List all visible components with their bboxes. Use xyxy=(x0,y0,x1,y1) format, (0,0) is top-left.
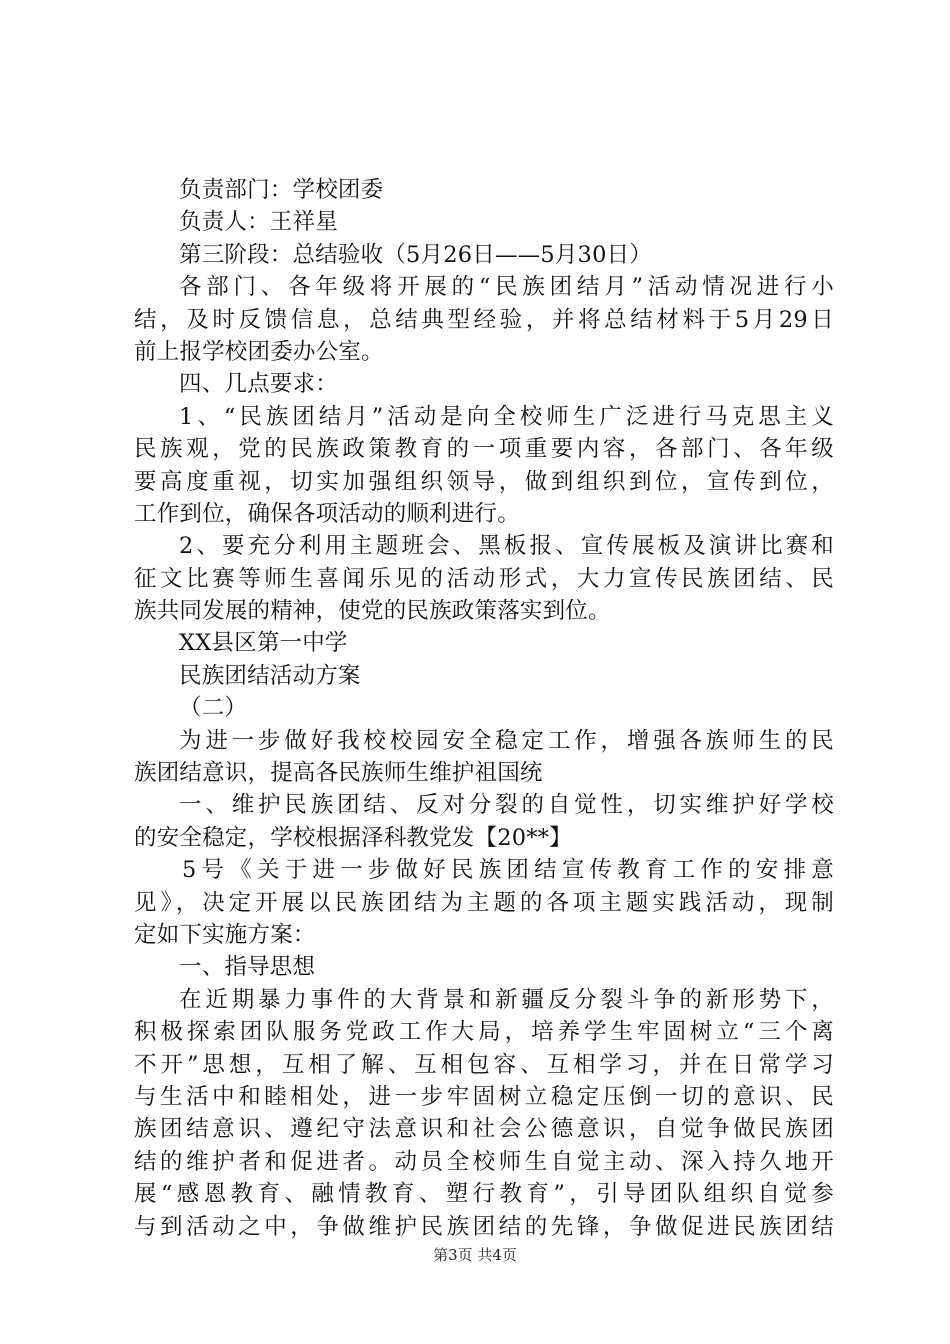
text-line: 在近期暴力事件的大背景和新疆反分裂斗争的新形势下， xyxy=(179,986,834,1013)
section-heading: 四、几点要求： xyxy=(179,371,338,398)
text-line: 的安全稳定，学校根据泽科教党发【20**】 xyxy=(134,824,572,851)
text-line: 为进一步做好我校校园安全稳定工作，增强各族师生的民 xyxy=(179,727,834,754)
text-line: 负责部门：学校团委 xyxy=(179,177,384,203)
text-line: 1、“民族团结月”活动是向全校师生广泛进行马克思主义 xyxy=(179,403,834,430)
text-line: 与生活中和睦相处，进一步牢固树立稳定压倒一切的意识、民 xyxy=(134,1083,834,1110)
text-line: 一、维护民族团结、反对分裂的自觉性，切实维护好学校 xyxy=(179,792,834,819)
text-line: 族团结意识、遵纪守法意识和社会公德意识，自觉争做民族团 xyxy=(134,1116,834,1143)
text-line: 负责人：王祥星 xyxy=(179,209,338,236)
page-number: 第3页 共4页 xyxy=(433,1246,517,1264)
text-line: 2、要充分利用主题班会、黑板报、宣传展板及演讲比赛和 xyxy=(179,533,834,560)
text-line: 与到活动之中，争做维护民族团结的先锋，争做促进民族团结 xyxy=(134,1213,834,1240)
document-title: 民族团结活动方案 xyxy=(179,662,361,689)
text-line: 要高度重视，切实加强组织领导，做到组织到位，宣传到位， xyxy=(134,468,834,495)
text-line: 工作到位，确保各项活动的顺利进行。 xyxy=(134,500,520,527)
text-line: 前上报学校团委办公室。 xyxy=(134,338,384,365)
text-line: 结，及时反馈信息，总结典型经验，并将总结材料于5月29日 xyxy=(134,306,834,333)
text-line: 族共同发展的精神，使党的民族政策落实到位。 xyxy=(134,598,611,625)
text-line: 5号《关于进一步做好民族团结宣传教育工作的安排意 xyxy=(182,857,834,884)
text-line: 第三阶段：总结验收（5月26日——5月30日） xyxy=(179,241,652,268)
text-line: 民族观，党的民族政策教育的一项重要内容，各部门、各年级 xyxy=(134,436,834,463)
text-line: 定如下实施方案： xyxy=(134,921,316,948)
text-line: 积极探索团队服务党政工作大局，培养学生牢固树立“三个离 xyxy=(134,1019,834,1046)
document-body xyxy=(134,174,834,1243)
text-line: 各部门、各年级将开展的“民族团结月”活动情况进行小 xyxy=(179,274,834,301)
text-line: 展“感恩教育、融情教育、塑行教育”，引导团队组织自觉参 xyxy=(134,1181,834,1208)
text-line: 见》，决定开展以民族团结为主题的各项主题实践活动，现制 xyxy=(134,889,834,916)
text-line: 征文比赛等师生喜闻乐见的活动形式，大力宣传民族团结、民 xyxy=(134,565,834,592)
school-name: XX县区第一中学 xyxy=(179,630,348,657)
section-heading: 一、指导思想 xyxy=(179,954,316,981)
text-line: 不开”思想，互相了解、互相包容、互相学习，并在日常学习 xyxy=(134,1051,834,1078)
text-line: 结的维护者和促进者。动员全校师生自觉主动、深入持久地开 xyxy=(134,1148,834,1175)
section-number: （二） xyxy=(179,695,248,722)
text-line: 族团结意识，提高各民族师生维护祖国统 xyxy=(134,760,543,787)
